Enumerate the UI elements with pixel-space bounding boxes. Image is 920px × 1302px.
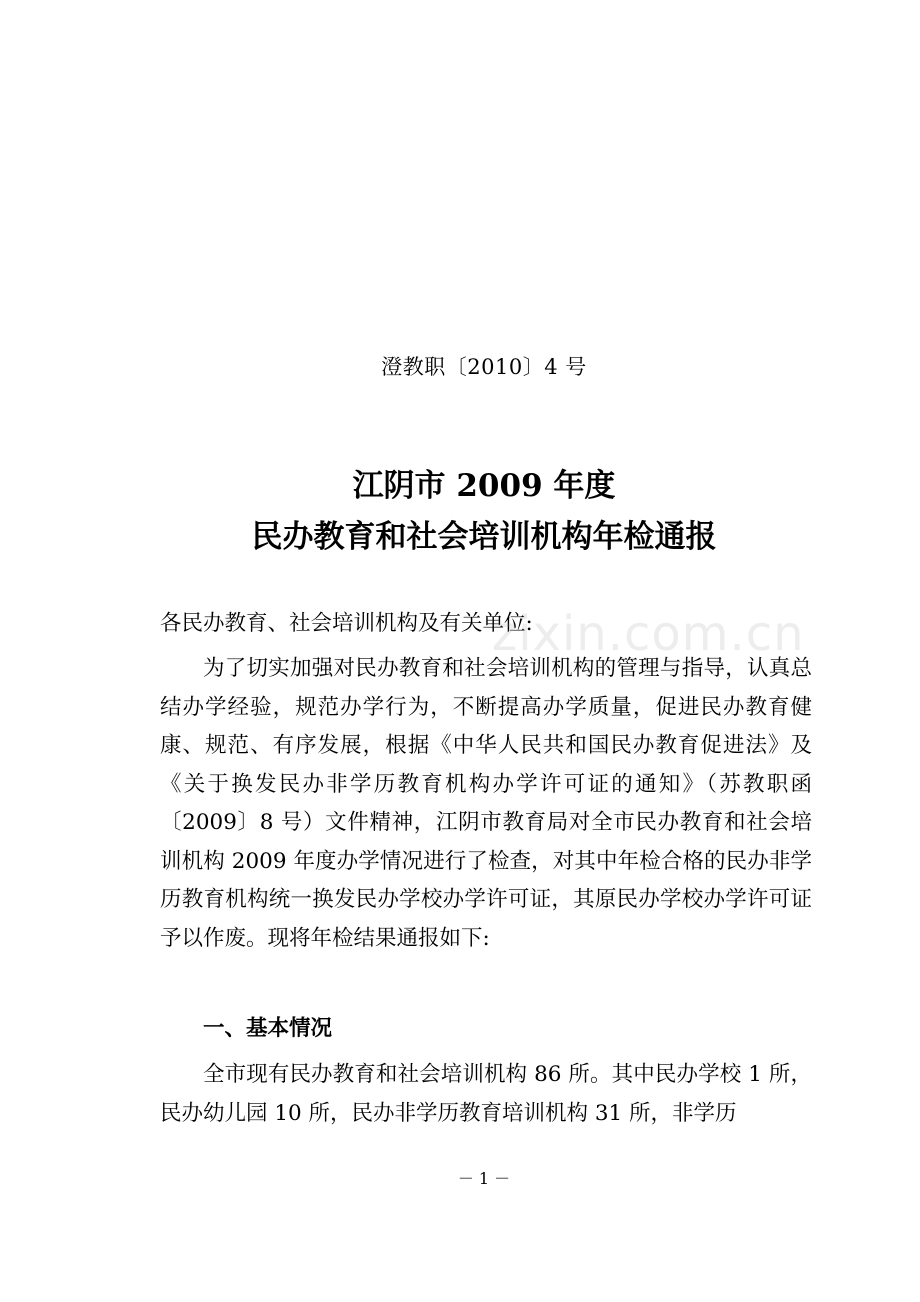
watermark: zixin.com.cn xyxy=(492,606,805,662)
document-number: 澄教职〔2010〕4 号 xyxy=(381,355,587,379)
document-title-line-1: 江阴市 2009 年度 xyxy=(352,468,616,504)
body-paragraph-2: 全市现有民办教育和社会培训机构 86 所。其中民办学校 1 所，民办幼儿园 10 所，民办非学历教育培训机构 31 所，非学历 xyxy=(160,1062,812,1126)
body-paragraph-1: 为了切实加强对民办教育和社会培训机构的管理与指导，认真总结办学经验，规范办学行为，不断提高办学质量，促进民办教育健康、规范、有序发展，根据《中华人民共和国民办教育促进法》及《关于换发民办非学历教育机构办学许可证的通知》（苏教职函〔2009〕8 号）文件精神，江阴市教育局对全市民办教育和社会培训机构 2009 年度办学情况进行了检查，对其中年检合格的民办非学历教育机构统一换发民办学校办学许可证，其原民办学校办学许可证予以作废。现将年检结果通报如下: xyxy=(160,656,812,951)
section-heading-basic-info: 一、基本情况 xyxy=(203,1016,333,1041)
page-number: － 1 － xyxy=(457,1169,511,1188)
salutation: 各民办教育、社会培训机构及有关单位: xyxy=(160,611,533,636)
document-title-line-2: 民办教育和社会培训机构年检通报 xyxy=(251,519,717,555)
